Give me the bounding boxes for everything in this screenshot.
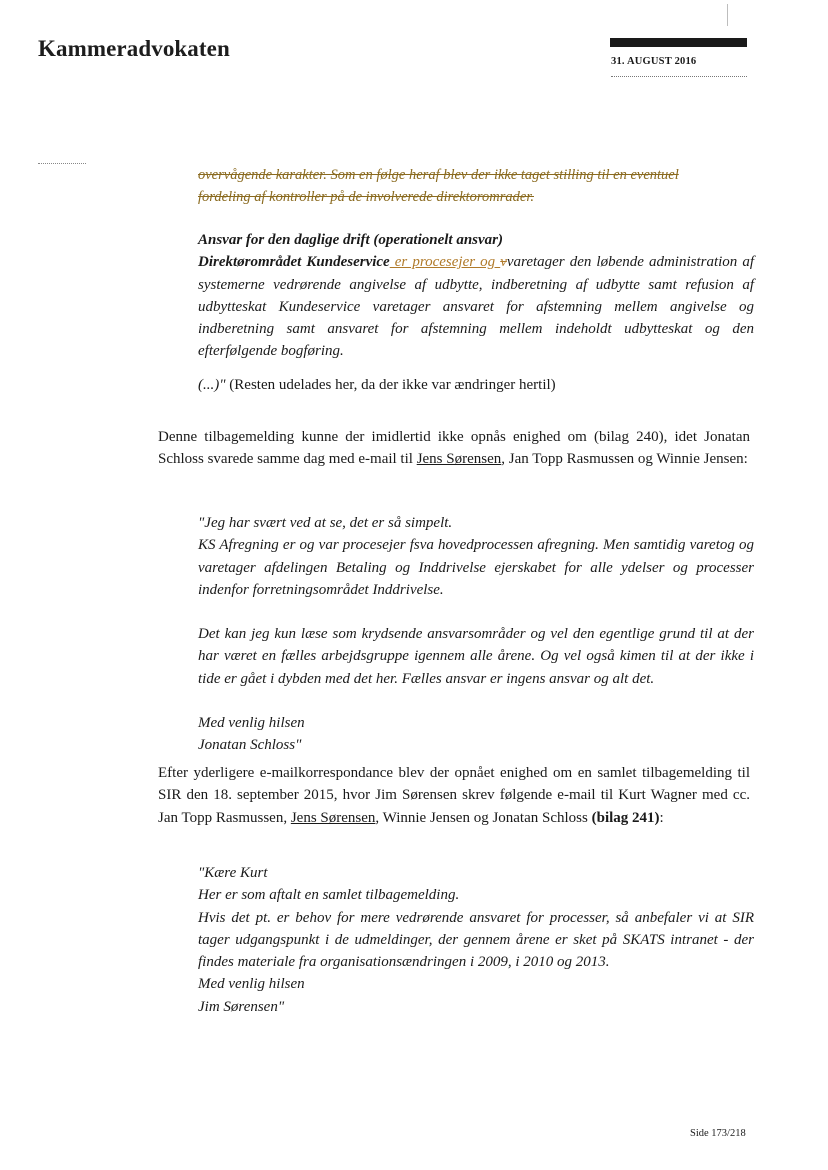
- deleted-text-block: [198, 164, 754, 209]
- scan-mark: [727, 4, 728, 26]
- section-heading: Ansvar for den daglige drift (operationelt ansvar): [198, 232, 504, 248]
- responsibility-body: varetager den løbende administration af systemerne vedrørende angivelse af udbytte, indberetning af udbytte samt refusion af udbytteskat Kundeservice varetager ansvaret for afstemning mellem angivelse og indberetning samt ansvaret for afstemning mellem indeholdt udbytteskat og den efterfølgende bogføring.: [198, 254, 755, 360]
- quote-email-schloss: [198, 512, 754, 757]
- deleted-line-1: overvågende karakter. Som en følge heraf blev der ikke taget stilling til en eventuel: [198, 167, 679, 183]
- ellipsis-note: (Resten udelades her, da der ikke var ændringer hertil): [225, 377, 556, 393]
- margin-dotted-rule: [38, 163, 86, 164]
- header-dotted-rule: [611, 76, 747, 77]
- email-signature: Jim Sørensen": [198, 998, 285, 1015]
- page-number: Side 173/218: [690, 1128, 746, 1139]
- quote-email-sorensen: [198, 862, 754, 1018]
- struck-letter: v: [500, 254, 507, 271]
- quote-responsibility: [198, 229, 754, 363]
- quote-paragraph-1: KS Afregning er og var procesejer fsva hovedprocessen afregning. Men samtidig varetog og varetager afdelingen Betaling og Inddrivelse ejerskabet for alle ydelser og processer indenfor forretningsområdet Inddrivelse.: [198, 537, 754, 598]
- quote-closing: Med venlig hilsen: [198, 715, 305, 732]
- ellipsis: (...)": [198, 377, 226, 393]
- unit-name: Direktørområdet Kundeservice: [198, 254, 390, 271]
- header-bar: [610, 38, 747, 47]
- quote-signature: Jonatan Schloss": [198, 737, 302, 754]
- header-date: 31. AUGUST 2016: [611, 56, 697, 67]
- ellipsis-line: [198, 374, 754, 396]
- body-paragraph-1: Denne tilbagemelding kunne der imidlertid ikke opnås enighed om (bilag 240), idet Jonatan Schloss svarede samme dag med e-mail til Jens Sørensen, Jan Topp Rasmussen og Winnie Jensen:: [158, 429, 750, 468]
- deleted-line-2: fordeling af kontroller på de involverede direktoromrader.: [198, 189, 534, 206]
- quote-opening: "Jeg har svært ved at se, det er så simpelt.: [198, 515, 453, 531]
- email-line-2: Hvis det pt. er behov for mere vedrørende ansvaret for processer, så anbefaler vi at SIR tager udgangspunkt i de udmeldinger, der gennem årene er sket på SKATS intranet - der findes materiale fra organisationsændringen i 2009, i 2010 og 2013.: [198, 909, 754, 971]
- person-name-link: Jens Sørensen: [416, 451, 502, 468]
- email-greeting: "Kære Kurt: [198, 865, 268, 881]
- brand-title: Kammeradvokaten: [38, 36, 230, 61]
- responsibility-paragraph: [198, 251, 754, 362]
- email-closing: Med venlig hilsen: [198, 976, 305, 993]
- email-line-1: Her er som aftalt en samlet tilbagemelding.: [198, 887, 460, 904]
- quote-paragraph-2: Det kan jeg kun læse som krydsende ansvarsområder og vel den egentlige grund til at der har været en fælles arbejdsgruppe igennem alle årene. Og vel også kimen til at der ikke i tide er gået i dybden med det her. Fælles ansvar er ingens ansvar og alt det.: [198, 626, 754, 687]
- bilag-reference: (bilag 241): [591, 809, 660, 826]
- inserted-text: er procesejer og: [389, 254, 501, 271]
- person-name-link: Jens Sørensen: [290, 809, 376, 826]
- body-paragraph-2: Efter yderligere e-mailkorrespondance blev der opnået enighed om en samlet tilbagemelding til SIR den 18. september 2015, hvor Jim Sørensen skrev følgende e-mail til Kurt Wagner med cc. Jan Topp Rasmussen, Jens Sørensen, Winnie Jensen og Jonatan Schloss (bilag 241):: [158, 765, 750, 826]
